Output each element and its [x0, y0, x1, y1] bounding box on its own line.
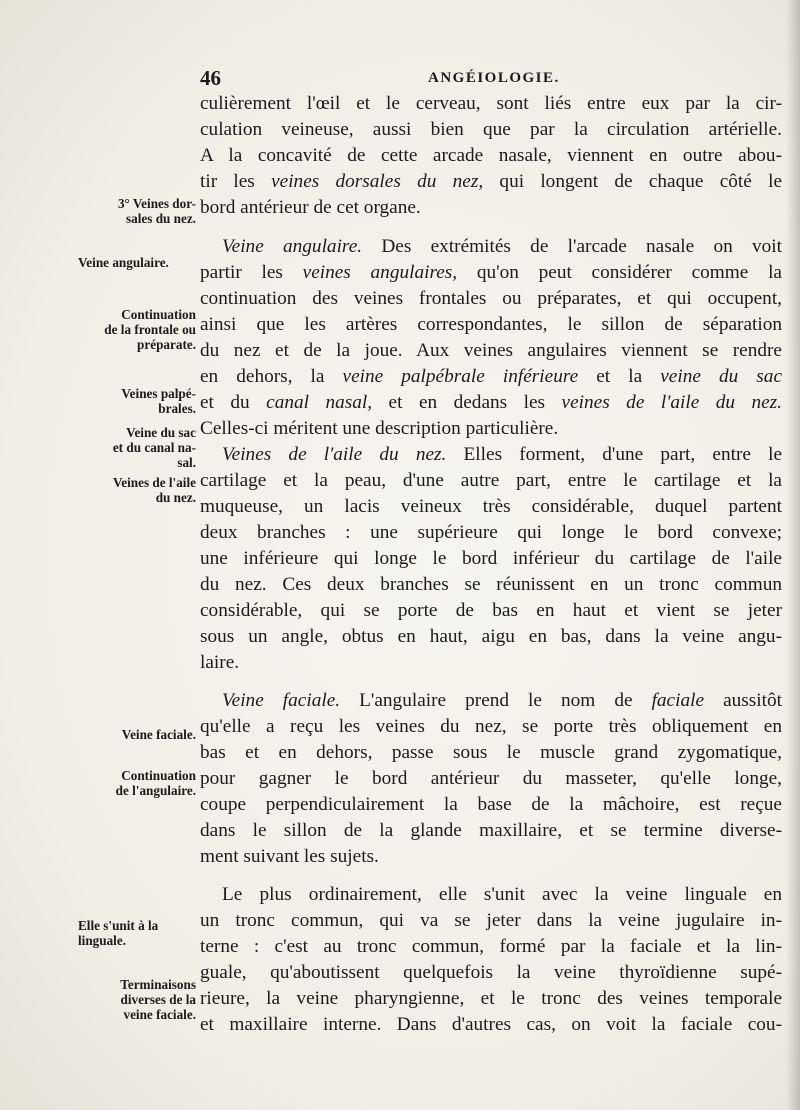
section-heading-veines-aile-nez: Veines de l'aile du nez.	[222, 444, 447, 465]
text-line: cartilage et la peau, d'une autre part, entre le cartilage et la	[200, 470, 782, 491]
text-line: en dehors, la veine palpébrale inférieure et la veine du sac	[200, 366, 782, 387]
margin-note-linguale: Elle s'unit à la linguale.	[78, 918, 159, 948]
text-line: considérable, qui se porte de bas en haut et vient se jeter	[200, 600, 782, 621]
text-line: un tronc commun, qui va se jeter dans la veine jugulaire in-	[200, 910, 782, 931]
text-line: Veines de l'aile du nez. Elles forment, d'une part, entre le	[222, 444, 783, 465]
text-line: du nez. Ces deux branches se réunissent en un tronc commun	[200, 574, 782, 595]
section-heading-veine-faciale: Veine faciale.	[222, 690, 341, 711]
text-line: Veine faciale. L'angulaire prend le nom de faciale aussitôt	[222, 690, 782, 711]
text-line: tir les veines dorsales du nez, qui longent de chaque côté le	[200, 171, 782, 192]
text-line: dans le sillon de la glande maxillaire, et se termine diverse-	[200, 820, 782, 841]
text-line: et maxillaire interne. Dans d'autres cas, on voit la faciale cou-	[200, 1014, 782, 1035]
text-line: culièrement l'œil et le cerveau, sont liés entre eux par la cir-	[200, 93, 782, 114]
page-edge-shadow	[786, 0, 800, 1110]
text-line: laire.	[200, 652, 240, 673]
text-line: sous un angle, obtus en haut, aigu en bas, dans la veine angu-	[200, 626, 782, 647]
running-head: ANGÉIOLOGIE.	[428, 70, 560, 86]
text-line: bas et en dehors, passe sous le muscle grand zygomatique,	[200, 742, 782, 763]
text-line: partir les veines angulaires, qu'on peut considérer comme la	[200, 262, 782, 283]
text-line: deux branches : une supérieure qui longe le bord convexe;	[200, 522, 782, 543]
text-line: Celles-ci méritent une description particulière.	[200, 418, 559, 439]
page-number: 46	[200, 66, 221, 90]
margin-note-veines-palpebrales: Veines palpé- brales.	[121, 386, 196, 416]
text-line: culation veineuse, aussi bien que par la circulation artérielle.	[200, 119, 782, 140]
text-line: qu'elle a reçu les veines du nez, se porte très obliquement en	[200, 716, 782, 737]
margin-note-continuation-frontale: Continuation de la frontale ou préparate.	[104, 307, 196, 352]
text-line: bord antérieur de cet organe.	[200, 197, 421, 218]
margin-note-veine-faciale: Veine faciale.	[121, 727, 196, 742]
margin-note-terminaisons: Terminaisons diverses de la veine faciale.	[120, 977, 196, 1022]
text-line: et du canal nasal, et en dedans les veines de l'aile du nez.	[200, 392, 782, 413]
text-line: A la concavité de cette arcade nasale, viennent en outre abou-	[200, 145, 782, 166]
text-line: Veine angulaire. Des extrémités de l'arcade nasale on voit	[222, 236, 782, 257]
text-line: muqueuse, un lacis veineux très considérable, duquel partent	[200, 496, 782, 517]
text-line: continuation des veines frontales ou préparates, et qui occupent,	[200, 288, 782, 309]
text-line: coupe perpendiculairement la base de la mâchoire, est reçue	[200, 794, 782, 815]
text-line: terne : c'est au tronc commun, formé par la faciale et la lin-	[200, 936, 782, 957]
page-header	[0, 66, 800, 90]
margin-note-veine-sac: Veine du sac et du canal na- sal.	[112, 425, 196, 470]
text-line: rieure, la veine pharyngienne, et le tronc des veines temporale	[200, 988, 782, 1009]
margin-note-veines-dorsales: 3° Veines dor- sales du nez.	[117, 196, 196, 226]
margin-note-veines-aile-nez: Veines de l'aile du nez.	[112, 475, 196, 505]
text-line: du nez et de la joue. Aux veines angulaires viennent se rendre	[200, 340, 782, 361]
margin-note-continuation-angulaire: Continuation de l'angulaire.	[115, 768, 196, 798]
margin-note-veine-angulaire: Veine angulaire.	[78, 255, 169, 270]
text-line: pour gagner le bord antérieur du masseter, qu'elle longe,	[200, 768, 782, 789]
text-line: ainsi que les artères correspondantes, le sillon de séparation	[200, 314, 782, 335]
text-line: Le plus ordinairement, elle s'unit avec la veine linguale en	[222, 884, 782, 905]
section-heading-veine-angulaire: Veine angulaire.	[222, 236, 363, 257]
text-line: une inférieure qui longe le bord inférieur du cartilage de l'aile	[200, 548, 782, 569]
text-line: ment suivant les sujets.	[200, 846, 379, 867]
text-line: guale, qu'aboutissent quelquefois la veine thyroïdienne supé-	[200, 962, 782, 983]
